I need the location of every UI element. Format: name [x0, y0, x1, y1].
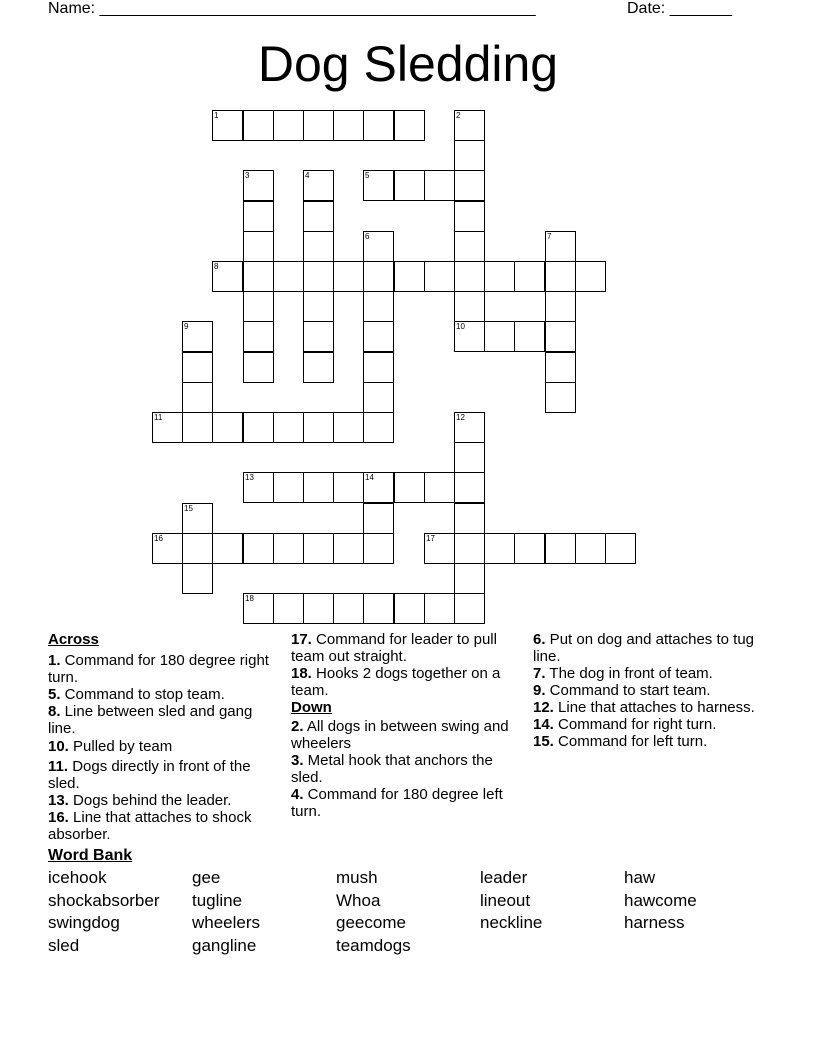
word-bank-item: gangline — [192, 936, 257, 955]
clue-number: 7 — [547, 232, 552, 241]
grid-cell[interactable] — [363, 231, 394, 262]
clue-across-18: 18. Hooks 2 dogs together on a team. — [291, 665, 501, 699]
word-bank-item: geecome — [336, 913, 406, 932]
grid-cell[interactable] — [273, 533, 304, 564]
grid-cell[interactable] — [303, 231, 334, 262]
word-bank-item: tugline — [192, 891, 243, 910]
grid-cell[interactable] — [363, 503, 394, 534]
grid-cell[interactable] — [182, 563, 213, 594]
grid-cell[interactable] — [484, 533, 515, 564]
grid-cell[interactable] — [514, 321, 545, 352]
grid-cell[interactable] — [363, 261, 394, 292]
grid-cell[interactable] — [243, 533, 274, 564]
word-bank-item: wheelers — [192, 913, 261, 932]
grid-cell[interactable] — [545, 261, 576, 292]
grid-cell[interactable] — [303, 412, 334, 443]
word-bank-item: lineout — [480, 891, 531, 910]
down-heading: Down — [291, 699, 332, 716]
grid-cell[interactable] — [182, 321, 213, 352]
grid-cell[interactable] — [545, 533, 576, 564]
clue-down-2: 2. All dogs in between swing and wheelers — [291, 718, 509, 752]
grid-cell[interactable] — [363, 352, 394, 383]
grid-cell[interactable] — [243, 472, 274, 503]
grid-cell[interactable] — [243, 321, 274, 352]
grid-cell[interactable] — [303, 352, 334, 383]
grid-cell[interactable] — [303, 261, 334, 292]
grid-cell[interactable] — [394, 261, 425, 292]
clue-number: 14 — [365, 473, 374, 482]
clue-down-9: 9. Command to start team. — [533, 682, 711, 699]
word-bank-item: hawcome — [624, 891, 697, 910]
grid-cell[interactable] — [212, 533, 243, 564]
grid-cell[interactable] — [454, 231, 485, 262]
grid-cell[interactable] — [545, 321, 576, 352]
grid-cell[interactable] — [303, 593, 334, 624]
grid-cell[interactable] — [303, 533, 334, 564]
grid-cell[interactable] — [243, 593, 274, 624]
clue-number: 16 — [154, 534, 163, 543]
clue-down-14: 14. Command for right turn. — [533, 716, 717, 733]
grid-cell[interactable] — [454, 503, 485, 534]
grid-cell[interactable] — [394, 593, 425, 624]
grid-cell[interactable] — [243, 170, 274, 201]
clue-number: 12 — [456, 413, 465, 422]
grid-cell[interactable] — [363, 382, 394, 413]
word-bank-item: teamdogs — [336, 936, 411, 955]
clue-across-5: 5. Command to stop team. — [48, 686, 225, 703]
clue-number: 6 — [365, 232, 370, 241]
grid-cell[interactable] — [303, 291, 334, 322]
grid-cell[interactable] — [454, 412, 485, 443]
grid-cell[interactable] — [514, 533, 545, 564]
grid-cell[interactable] — [273, 110, 304, 141]
word-bank-item: sled — [48, 936, 80, 955]
grid-cell[interactable] — [333, 412, 364, 443]
clue-number: 3 — [245, 171, 250, 180]
word-bank-item: mush — [336, 868, 378, 887]
word-bank-item: leader — [480, 868, 528, 887]
grid-cell[interactable] — [243, 412, 274, 443]
grid-cell[interactable] — [363, 593, 394, 624]
word-bank-item: Whoa — [336, 891, 381, 910]
clues-column-3 — [533, 631, 763, 750]
grid-cell[interactable] — [303, 472, 334, 503]
grid-cell[interactable] — [333, 593, 364, 624]
name-line: _________________________________________________ — [99, 0, 536, 17]
grid-cell[interactable] — [363, 472, 394, 503]
grid-cell[interactable] — [273, 472, 304, 503]
word-bank-item: swingdog — [48, 913, 120, 932]
clue-down-12: 12. Line that attaches to harness. — [533, 699, 755, 716]
clue-number: 13 — [245, 473, 254, 482]
clues-column-1 — [48, 631, 278, 843]
clue-across-13: 13. Dogs behind the leader. — [48, 792, 232, 809]
grid-cell[interactable] — [394, 472, 425, 503]
grid-cell[interactable] — [424, 533, 455, 564]
word-bank-item: haw — [624, 868, 656, 887]
clue-number: 4 — [305, 171, 310, 180]
grid-cell[interactable] — [454, 321, 485, 352]
grid-cell[interactable] — [363, 321, 394, 352]
grid-cell[interactable] — [484, 321, 515, 352]
grid-cell[interactable] — [575, 533, 606, 564]
clue-across-10: 10. Pulled by team — [48, 738, 173, 755]
date-line: _______ — [669, 0, 732, 17]
across-heading: Across — [48, 631, 99, 648]
clue-number: 10 — [456, 322, 465, 331]
date-label: Date: — [627, 0, 670, 17]
grid-cell[interactable] — [243, 291, 274, 322]
grid-cell[interactable] — [152, 412, 183, 443]
clue-number: 9 — [184, 322, 189, 331]
word-bank-item: shockabsorber — [48, 891, 160, 910]
grid-cell[interactable] — [424, 593, 455, 624]
clue-number: 8 — [214, 262, 219, 271]
grid-cell[interactable] — [303, 170, 334, 201]
grid-cell[interactable] — [514, 261, 545, 292]
grid-cell[interactable] — [333, 110, 364, 141]
grid-cell[interactable] — [545, 382, 576, 413]
grid-cell[interactable] — [333, 261, 364, 292]
grid-cell[interactable] — [212, 110, 243, 141]
grid-cell[interactable] — [182, 352, 213, 383]
grid-cell[interactable] — [182, 382, 213, 413]
clue-number: 17 — [426, 534, 435, 543]
grid-cell[interactable] — [303, 321, 334, 352]
grid-cell[interactable] — [152, 533, 183, 564]
clue-number: 11 — [154, 413, 163, 422]
page-title: Dog Sledding — [257, 36, 559, 92]
grid-cell[interactable] — [333, 533, 364, 564]
clue-down-6: 6. Put on dog and attaches to tug line. — [533, 631, 755, 665]
grid-cell[interactable] — [454, 201, 485, 232]
word-bank-item: neckline — [480, 913, 543, 932]
grid-cell[interactable] — [454, 110, 485, 141]
clue-down-3: 3. Metal hook that anchors the sled. — [291, 752, 493, 786]
grid-cell[interactable] — [243, 261, 274, 292]
grid-cell[interactable] — [182, 533, 213, 564]
clue-number: 5 — [365, 171, 370, 180]
grid-cell[interactable] — [454, 472, 485, 503]
clue-across-11: 11. Dogs directly in front of the sled. — [48, 758, 251, 792]
grid-cell[interactable] — [424, 472, 455, 503]
grid-cell[interactable] — [303, 201, 334, 232]
grid-cell[interactable] — [454, 140, 485, 171]
clue-number: 15 — [184, 504, 193, 513]
clue-down-7: 7. The dog in front of team. — [533, 665, 713, 682]
grid-cell[interactable] — [454, 593, 485, 624]
grid-cell[interactable] — [333, 472, 364, 503]
grid-cell[interactable] — [182, 503, 213, 534]
clues-column-2 — [291, 631, 521, 820]
grid-cell[interactable] — [545, 352, 576, 383]
grid-cell[interactable] — [243, 110, 274, 141]
word-bank-item: harness — [624, 913, 685, 932]
grid-cell[interactable] — [454, 563, 485, 594]
grid-cell[interactable] — [454, 170, 485, 201]
grid-cell[interactable] — [394, 170, 425, 201]
grid-cell[interactable] — [212, 412, 243, 443]
grid-cell[interactable] — [605, 533, 636, 564]
grid-cell[interactable] — [424, 261, 455, 292]
clue-number: 18 — [245, 594, 254, 603]
grid-cell[interactable] — [545, 231, 576, 262]
grid-cell[interactable] — [243, 231, 274, 262]
grid-cell[interactable] — [484, 261, 515, 292]
word-bank-item: icehook — [48, 868, 107, 887]
grid-cell[interactable] — [454, 533, 485, 564]
grid-cell[interactable] — [243, 201, 274, 232]
clue-across-1: 1. Command for 180 degree right turn. — [48, 652, 269, 686]
grid-cell[interactable] — [545, 291, 576, 322]
grid-cell[interactable] — [363, 170, 394, 201]
clue-across-17: 17. Command for leader to pull team out straight. — [291, 631, 497, 665]
grid-cell[interactable] — [454, 261, 485, 292]
grid-cell[interactable] — [273, 261, 304, 292]
grid-cell[interactable] — [575, 261, 606, 292]
clue-number: 2 — [456, 111, 461, 120]
word-bank-heading: Word Bank — [48, 847, 133, 864]
grid-cell[interactable] — [273, 593, 304, 624]
grid-cell[interactable] — [243, 352, 274, 383]
grid-cell[interactable] — [394, 110, 425, 141]
grid-cell[interactable] — [182, 412, 213, 443]
word-bank-item: gee — [192, 868, 221, 887]
grid-cell[interactable] — [363, 533, 394, 564]
clue-number: 1 — [214, 111, 219, 120]
grid-cell[interactable] — [303, 110, 334, 141]
clue-across-16: 16. Line that attaches to shock absorber. — [48, 809, 252, 843]
grid-cell[interactable] — [454, 442, 485, 473]
grid-cell[interactable] — [363, 291, 394, 322]
grid-cell[interactable] — [212, 261, 243, 292]
grid-cell[interactable] — [363, 412, 394, 443]
grid-cell[interactable] — [273, 412, 304, 443]
clue-down-15: 15. Command for left turn. — [533, 733, 708, 750]
grid-cell[interactable] — [454, 291, 485, 322]
clue-down-4: 4. Command for 180 degree left turn. — [291, 786, 503, 820]
name-label: Name: — [48, 0, 100, 17]
clue-across-8: 8. Line between sled and gang line. — [48, 703, 253, 737]
grid-cell[interactable] — [424, 170, 455, 201]
grid-cell[interactable] — [363, 110, 394, 141]
